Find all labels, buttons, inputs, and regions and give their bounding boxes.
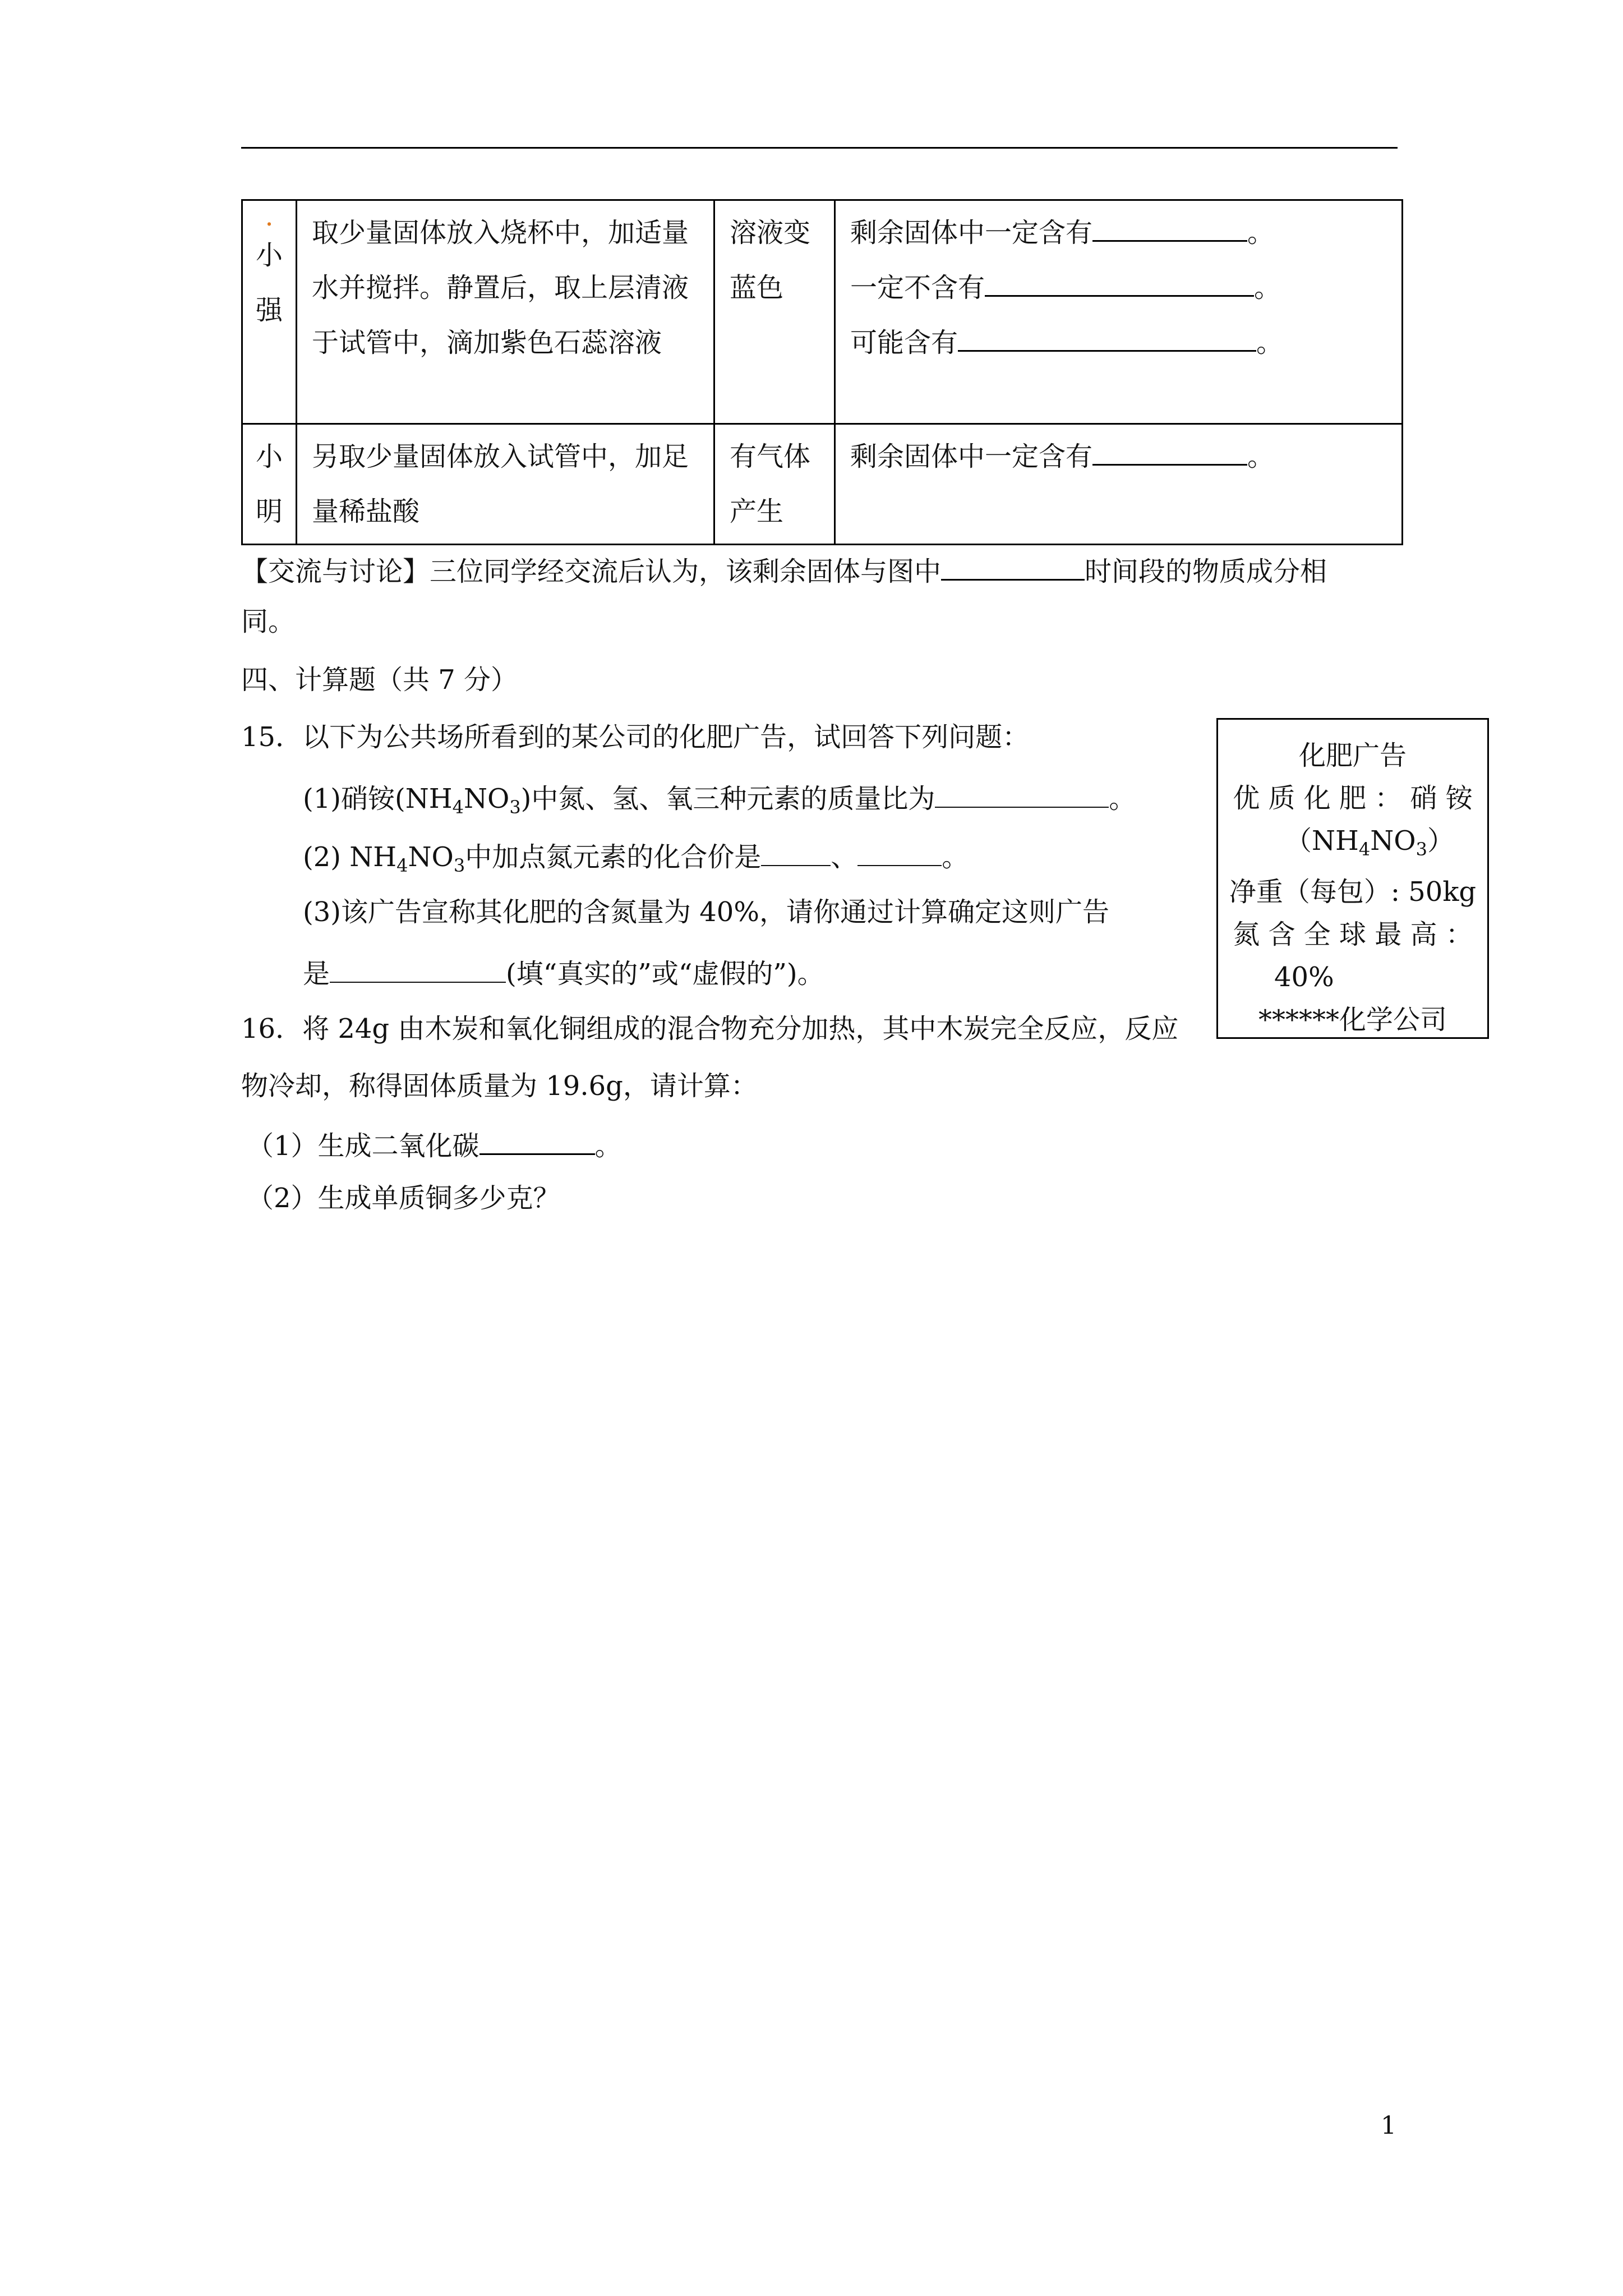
conclusion-cell xyxy=(835,200,1403,424)
conclusion-line: 一定不含有 。 xyxy=(850,260,1388,315)
answer-blank[interactable] xyxy=(941,551,1085,581)
page-number: 1 xyxy=(1381,2111,1396,2140)
person-cell xyxy=(242,200,297,424)
answer-blank[interactable] xyxy=(958,319,1256,352)
discussion-line-2: 同。 xyxy=(241,606,296,637)
person-char: 明 xyxy=(255,496,283,527)
row-mark: . xyxy=(265,201,274,232)
ad-line: 优 质 化 肥 ： 硝 铵 xyxy=(1233,783,1473,814)
answer-blank[interactable] xyxy=(935,779,1109,808)
question-15-part-3-line-2: 是 (填“真实的”或“虚假的”)。 xyxy=(303,954,824,991)
conclusion-cell xyxy=(835,424,1403,545)
table-row xyxy=(242,200,1403,424)
ad-line: ******化学公司 xyxy=(1258,1004,1447,1036)
discussion-line: 【交流与讨论】三位同学经交流后认为，该剩余固体与图中 时间段的物质成分相 xyxy=(241,551,1327,588)
answer-blank[interactable] xyxy=(985,264,1254,297)
question-15-part-1: (1)硝铵$(NH_4NO_3)$中氮、氢、氧三种元素的质量比为 。 xyxy=(303,779,1136,824)
answer-blank[interactable] xyxy=(330,954,506,983)
table-row xyxy=(242,424,1403,545)
question-15-part-2: (2) $NH_4NO_3$中加点氮元素的化合价是 、 。 xyxy=(303,837,969,882)
answer-blank[interactable] xyxy=(857,837,942,866)
person-char: 强 xyxy=(255,295,283,326)
ad-formula: $(NH_4NO_3)$ xyxy=(1285,825,1454,860)
person-cell xyxy=(242,424,297,545)
question-15-stem: 15．以下为公共场所看到的某公司的化肥广告，试回答下列问题： xyxy=(241,721,1030,753)
question-16-line-1: 16．将 24g 由木炭和氧化铜组成的混合物充分加热，其中木炭完全反应，反应 xyxy=(241,1013,1179,1045)
ad-title: 化肥广告 xyxy=(1298,740,1407,771)
conclusion-line: 可能含有 。 xyxy=(850,315,1388,370)
question-16-part-1: （1）生成二氧化碳 。 xyxy=(247,1125,622,1163)
question-16-line-2: 物冷却，称得固体质量为 19.6g，请计算： xyxy=(241,1070,758,1102)
question-15-part-3: (3)该广告宣称其化肥的含氮量为 40%，请你通过计算确定这则广告 xyxy=(303,896,1109,928)
answer-blank[interactable] xyxy=(479,1125,595,1155)
conclusion-line: 剩余固体中一定含有 。 xyxy=(850,205,1388,260)
answer-blank[interactable] xyxy=(1092,432,1247,466)
operation-cell: 另取少量固体放入试管中，加足量稀盐酸 xyxy=(297,424,714,545)
discussion-title: 【交流与讨论】 xyxy=(241,556,430,587)
phenomenon-cell: 有气体产生 xyxy=(714,424,835,545)
question-16-part-2: （2）生成单质铜多少克？ xyxy=(247,1182,560,1214)
section-title: 四、计算题（共 7 分） xyxy=(241,664,518,696)
ad-line: 氮 含 全 球 最 高 ： xyxy=(1233,919,1473,950)
answer-blank[interactable] xyxy=(761,837,831,866)
ad-line: 40% xyxy=(1274,961,1334,993)
person-char: 小 xyxy=(255,441,283,472)
answer-blank[interactable] xyxy=(1092,209,1247,242)
header-rule xyxy=(241,147,1398,149)
conclusion-line: 剩余固体中一定含有 。 xyxy=(850,429,1388,484)
ad-line: 净重（每包）: 50kg xyxy=(1229,876,1477,908)
experiment-table xyxy=(241,199,1403,545)
phenomenon-cell: 溶液变蓝色 xyxy=(714,200,835,424)
operation-cell: 取少量固体放入烧杯中，加适量水并搅拌。静置后，取上层清液于试管中，滴加紫色石蕊溶液 xyxy=(297,200,714,424)
fertilizer-ad-box xyxy=(1216,718,1489,1039)
person-char: 小 xyxy=(255,240,283,271)
